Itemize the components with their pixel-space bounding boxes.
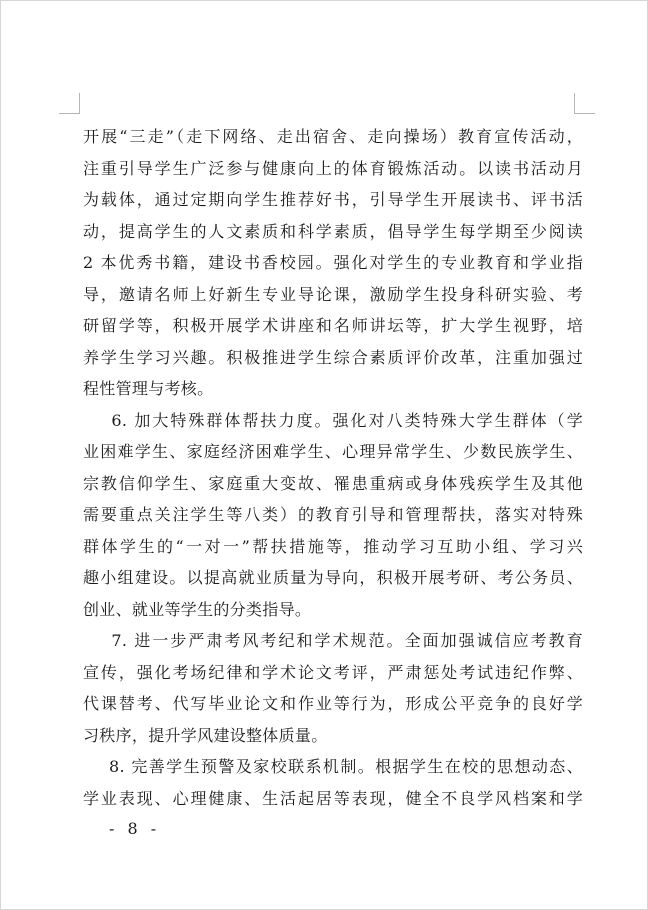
page-number: - 8 - [109, 819, 161, 838]
text-line: 代课替考、代写毕业论文和作业等行为，形成公平竞争的良好学 [83, 694, 583, 713]
crop-mark-top-left [59, 93, 80, 114]
text-line: 群体学生的“一对一”帮扶措施等，推动学习互助小组、学习兴 [83, 536, 583, 556]
text-line: 为载体，通过定期向学生推荐好书，引导学生开展读书、评书活 [83, 190, 583, 209]
text-line: 研留学等，积极开展学术讲座和名师讲坛等，扩大学生视野，培 [83, 316, 583, 335]
text-line: 宣传，强化考场纪律和学术论文考评，严肃惩处考试违纪作弊、 [83, 662, 583, 682]
text-line: 7. 进一步严肃考风考纪和学术规范。全面加强诚信应考教育 [83, 631, 583, 650]
body-text [83, 121, 583, 814]
text-line: 业困难学生、家庭经济困难学生、心理异常学生、少数民族学生、 [83, 442, 583, 461]
text-line: 趣小组建设。以提高就业质量为导向，积极开展考研、考公务员、 [83, 568, 583, 587]
text-line: 程性管理与考核。 [83, 379, 214, 398]
text-line: 习秩序，提升学风建设整体质量。 [83, 725, 328, 745]
text-line: 8. 完善学生预警及家校联系机制。根据学生在校的思想动态、 [83, 757, 583, 776]
text-line: 宗教信仰学生、家庭重大变故、罹患重病或身体残疾学生及其他 [83, 473, 583, 493]
text-line: 创业、就业等学生的分类指导。 [83, 599, 312, 619]
text-line: 导，邀请名师上好新生专业导论课，激励学生投身科研实验、考 [83, 284, 583, 304]
crop-mark-top-right [574, 93, 595, 114]
text-line: 养学生学习兴趣。积极推进学生综合素质评价改革，注重加强过 [83, 347, 583, 367]
text-line: 2 本优秀书籍，建设书香校园。强化对学生的专业教育和学业指 [83, 253, 583, 272]
text-line: 6. 加大特殊群体帮扶力度。强化对八类特殊大学生群体（学 [83, 410, 583, 430]
text-line: 注重引导学生广泛参与健康向上的体育锻炼活动。以读书活动月 [83, 158, 583, 178]
text-line: 学业表现、心理健康、生活起居等表现，健全不良学风档案和学 [83, 788, 583, 808]
text-line: 需要重点关注学生等八类）的教育引导和管理帮扶，落实对特殊 [83, 505, 583, 524]
text-line: 开展“三走”（走下网络、走出宿舍、走向操场）教育宣传活动， [83, 127, 583, 146]
text-line: 动，提高学生的人文素质和科学素质，倡导学生每学期至少阅读 [83, 221, 583, 241]
